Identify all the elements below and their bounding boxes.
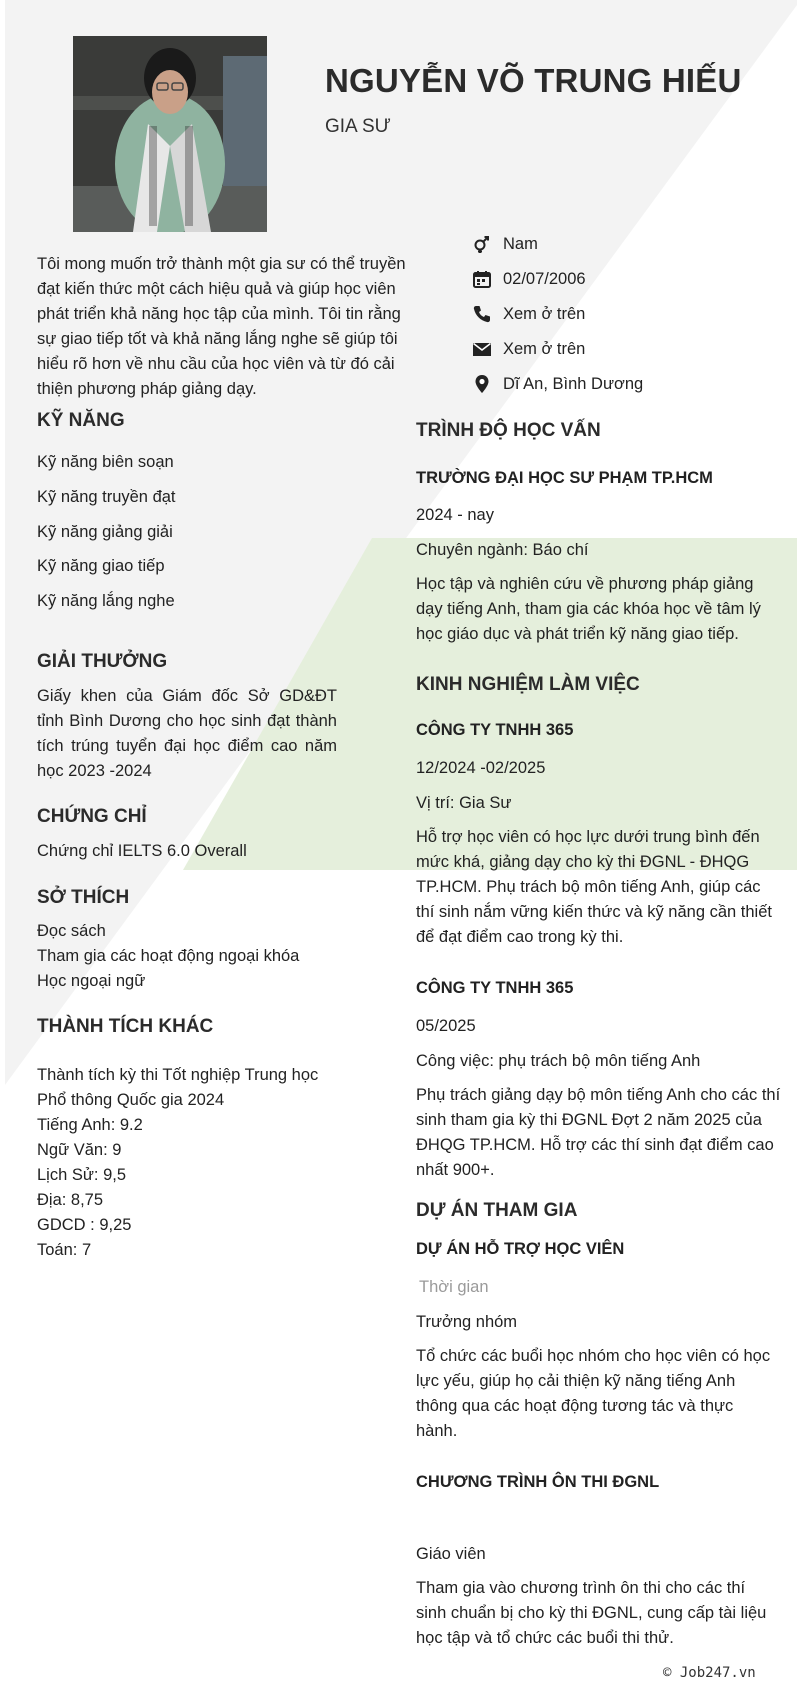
job-role: Công việc: phụ trách bộ môn tiếng Anh	[416, 1052, 701, 1070]
project-role: Giáo viên	[416, 1545, 486, 1563]
contact-birthday	[469, 266, 769, 292]
achievement-line: Ngữ Văn: 9	[37, 1141, 122, 1159]
job-company: CÔNG TY TNHH 365	[416, 721, 574, 739]
phone-value: Xem ở trên	[503, 304, 586, 323]
hobbies-heading: SỞ THÍCH	[37, 887, 130, 908]
awards-text: Giấy khen của Giám đốc Sở GD&ĐT tỉnh Bình Dương cho học sinh đạt thành tích trúng tuyển đại học điểm cao năm học 2023 -2024	[37, 687, 337, 780]
birthday-value: 02/07/2006	[503, 269, 586, 288]
phone-icon	[469, 303, 495, 325]
achievement-line: GDCD : 9,25	[37, 1216, 132, 1234]
project-role: Trưởng nhóm	[416, 1313, 518, 1331]
job-role: Vị trí: Gia Sư	[416, 794, 512, 812]
email-value: Xem ở trên	[503, 339, 586, 358]
other-achievements-heading: THÀNH TÍCH KHÁC	[37, 1016, 214, 1037]
job-company: CÔNG TY TNHH 365	[416, 979, 574, 997]
contact-phone	[469, 301, 769, 327]
achievement-line: Phổ thông Quốc gia 2024	[37, 1091, 225, 1109]
avatar	[73, 36, 267, 232]
education-major: Chuyên ngành: Báo chí	[416, 541, 589, 559]
contact-gender	[469, 231, 769, 257]
skills-heading: KỸ NĂNG	[37, 410, 125, 431]
address-value: Dĩ An, Bình Dương	[503, 374, 644, 393]
awards-heading: GIẢI THƯỞNG	[37, 651, 168, 672]
skill-item: Kỹ năng truyền đạt	[37, 488, 176, 506]
hobby-item: Đọc sách	[37, 922, 106, 940]
education-period: 2024 - nay	[416, 506, 494, 524]
location-icon	[469, 373, 495, 395]
achievement-line: Tiếng Anh: 9.2	[37, 1116, 143, 1134]
gender-icon	[469, 233, 495, 255]
skill-item: Kỹ năng giảng giải	[37, 523, 173, 541]
footer-copyright: © Job247.vn	[663, 1665, 756, 1681]
calendar-icon	[469, 268, 495, 290]
hobby-item: Tham gia các hoạt động ngoại khóa	[37, 947, 300, 965]
project-name: DỰ ÁN HỖ TRỢ HỌC VIÊN	[416, 1240, 625, 1258]
contact-address	[469, 371, 769, 397]
project-description: Tham gia vào chương trình ôn thi cho các thí sinh chuẩn bị cho kỳ thi ĐGNL, cung cấp tài liệu học tập và tổ chức các buổi thi thử.	[416, 1579, 767, 1647]
school-name: TRƯỜNG ĐẠI HỌC SƯ PHẠM TP.HCM	[416, 469, 713, 487]
job-title: GIA SƯ	[325, 116, 391, 137]
achievement-line: Địa: 8,75	[37, 1191, 104, 1209]
job-period: 12/2024 -02/2025	[416, 759, 546, 777]
contact-email	[469, 336, 769, 362]
achievement-line: Toán: 7	[37, 1241, 92, 1259]
certificate-item: Chứng chỉ IELTS 6.0 Overall	[37, 842, 247, 860]
job-description: Phụ trách giảng dạy bộ môn tiếng Anh cho các thí sinh tham gia kỳ thi ĐGNL Đợt 2 năm 2025 của ĐHQG TP.HCM. Hỗ trợ các thí sinh đạt điểm cao nhất 900+.	[416, 1086, 781, 1179]
contact-list	[469, 231, 769, 397]
achievement-line: Thành tích kỳ thi Tốt nghiệp Trung học	[37, 1066, 319, 1084]
projects-heading: DỰ ÁN THAM GIA	[416, 1200, 578, 1221]
hobby-item: Học ngoại ngữ	[37, 972, 146, 990]
profile-photo	[73, 36, 267, 232]
other-achievements-list	[37, 1063, 318, 1263]
skill-item: Kỹ năng biên soạn	[37, 453, 174, 471]
skill-item: Kỹ năng giao tiếp	[37, 557, 165, 575]
email-icon	[469, 338, 495, 360]
achievement-line: Lịch Sử: 9,5	[37, 1166, 127, 1184]
education-heading: TRÌNH ĐỘ HỌC VẤN	[416, 420, 601, 441]
certificates-heading: CHỨNG CHỈ	[37, 806, 147, 827]
project-time: Thời gian	[419, 1278, 489, 1296]
job-period: 05/2025	[416, 1017, 476, 1035]
candidate-name: NGUYỄN VÕ TRUNG HIẾU	[325, 62, 742, 99]
job-description: Hỗ trợ học viên có học lực dưới trung bình đến mức khá, giảng dạy cho kỳ thi ĐGNL - ĐHQG TP.HCM. Phụ trách bộ môn tiếng Anh, giúp các thí sinh nắm vững kiến thức và kỹ năng cần thiết để đạt điểm cao trong kỳ thi.	[416, 828, 772, 946]
hobbies-list	[37, 919, 299, 994]
gender-value: Nam	[503, 234, 538, 253]
experience-heading: KINH NGHIỆM LÀM VIỆC	[416, 674, 640, 695]
education-description: Học tập và nghiên cứu về phương pháp giảng dạy tiếng Anh, tham gia các khóa học về tâm lý học giáo dục và phát triển kỹ năng giao tiếp.	[416, 575, 761, 643]
objective-text: Tôi mong muốn trở thành một gia sư có thể truyền đạt kiến thức một cách hiệu quả và giúp học viên phát triển khả năng học tập của mình. Tôi tin rằng sự giao tiếp tốt và khả năng lắng nghe sẽ giúp tôi hiểu rõ hơn về nhu cầu của học viên và từ đó cải thiện phương pháp giảng dạy.	[37, 255, 406, 398]
skill-item: Kỹ năng lắng nghe	[37, 592, 175, 610]
project-description: Tổ chức các buổi học nhóm cho học viên có học lực yếu, giúp họ cải thiện kỹ năng tiếng Anh thông qua các hoạt động tương tác và thực hành.	[416, 1347, 771, 1440]
project-name: CHƯƠNG TRÌNH ÔN THI ĐGNL	[416, 1473, 660, 1491]
